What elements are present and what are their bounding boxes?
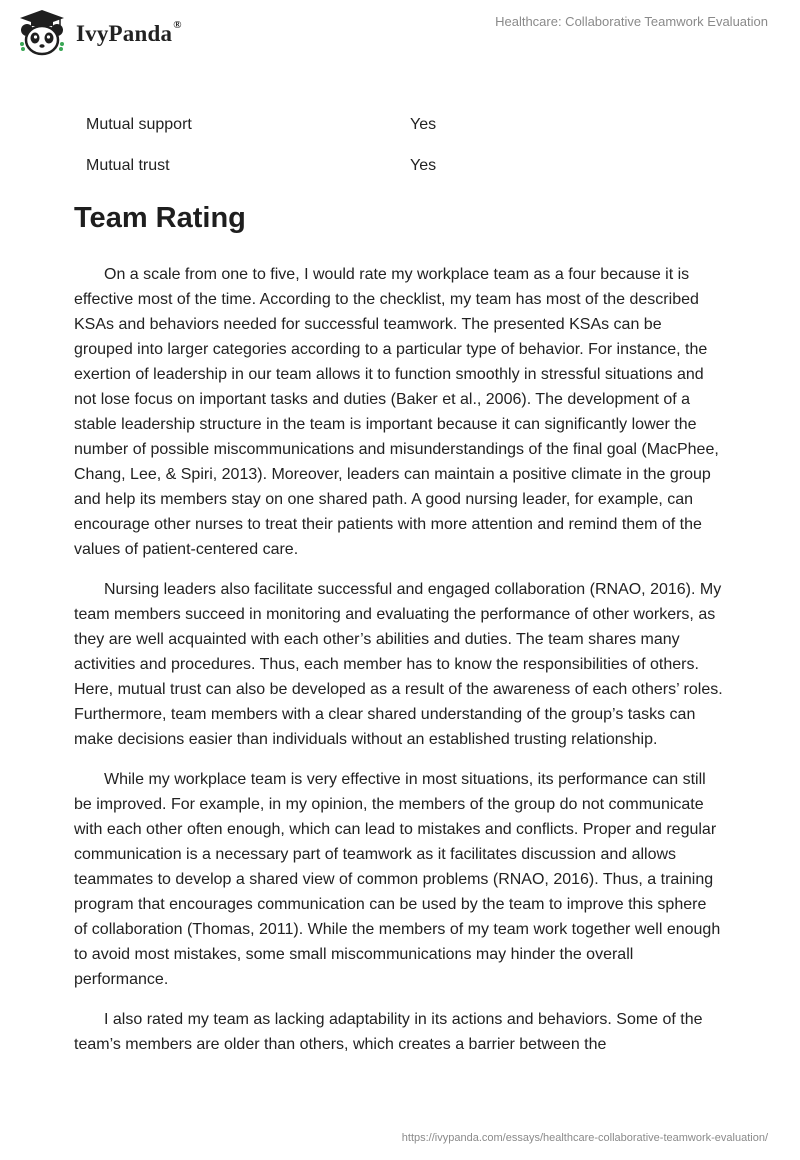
section-heading: Team Rating — [74, 202, 246, 234]
paragraph-1: On a scale from one to five, I would rate my workplace team as a four because it is effective most of the time. According to the checklist, my team has most of the described KSAs and behaviors needed for successful teamwork. The presented KSAs can be grouped into larger categories according to a particular type of behavior. For instance, the exertion of leadership in our team allows it to function smoothly in stressful situations and not lose focus on important tasks and duties (Baker et al., 2006). The development of a stable leadership structure in the team is important because it can significantly lower the number of possible miscommunications and misunderstandings of the final goal (MacPhee, Chang, Lee, & Spiri, 2013). Moreover, leaders can maintain a positive climate in the group and help its members stay on one shared path. A good nursing leader, for example, can encourage other nurses to treat their patients with more attention and remind them of the values of patient-centered care. — [74, 266, 719, 558]
document-title: Healthcare: Collaborative Teamwork Evaluation — [495, 14, 768, 29]
checklist-row-mutual-support — [86, 116, 726, 157]
panda-graduate-icon — [14, 8, 70, 58]
source-url[interactable]: https://ivypanda.com/essays/healthcare-collaborative-teamwork-evaluation/ — [401, 1132, 768, 1144]
checklist-value: Yes — [410, 157, 437, 174]
checklist-label: Mutual support — [86, 116, 192, 133]
checklist-value: Yes — [410, 116, 437, 133]
ivypanda-logo[interactable] — [14, 8, 182, 58]
page-header — [0, 0, 800, 70]
paragraph-4: I also rated my team as lacking adaptability in its actions and behaviors. Some of the team’s members are older than others, which creates a barrier between the — [74, 1011, 703, 1053]
checklist-row-mutual-trust — [86, 157, 726, 198]
paragraph-2: Nursing leaders also facilitate successful and engaged collaboration (RNAO, 2016). My team members succeed in monitoring and evaluating the performance of other workers, as they are well acquainted with each other’s abilities and duties. The team shares many activities and procedures. Thus, each member has to know the responsibilities of others. Here, mutual trust can also be developed as a result of the awareness of each others’ roles. Furthermore, team members with a clear shared understanding of the group’s tasks can make decisions easier than individuals without an established trusting relationship. — [74, 581, 723, 748]
checklist-table — [86, 116, 726, 198]
registered-mark: ® — [173, 19, 182, 31]
checklist-label: Mutual trust — [86, 157, 170, 174]
paragraph-3: While my workplace team is very effective in most situations, its performance can still be improved. For example, in my opinion, the members of the group do not communicate with each other often enough, which can lead to mistakes and conflicts. Proper and regular communication is a necessary part of teamwork as it facilitates discussion and allows teammates to develop a shared view of common problems (RNAO, 2016). Thus, a training program that encourages communication can be used by the team to improve this sphere of collaboration (Thomas, 2011). While the members of my team work together well enough to avoid most mistakes, some small miscommunications may hinder the overall performance. — [74, 771, 721, 988]
section-body — [74, 262, 724, 1072]
brand-name: IvyPanda® — [76, 19, 182, 46]
